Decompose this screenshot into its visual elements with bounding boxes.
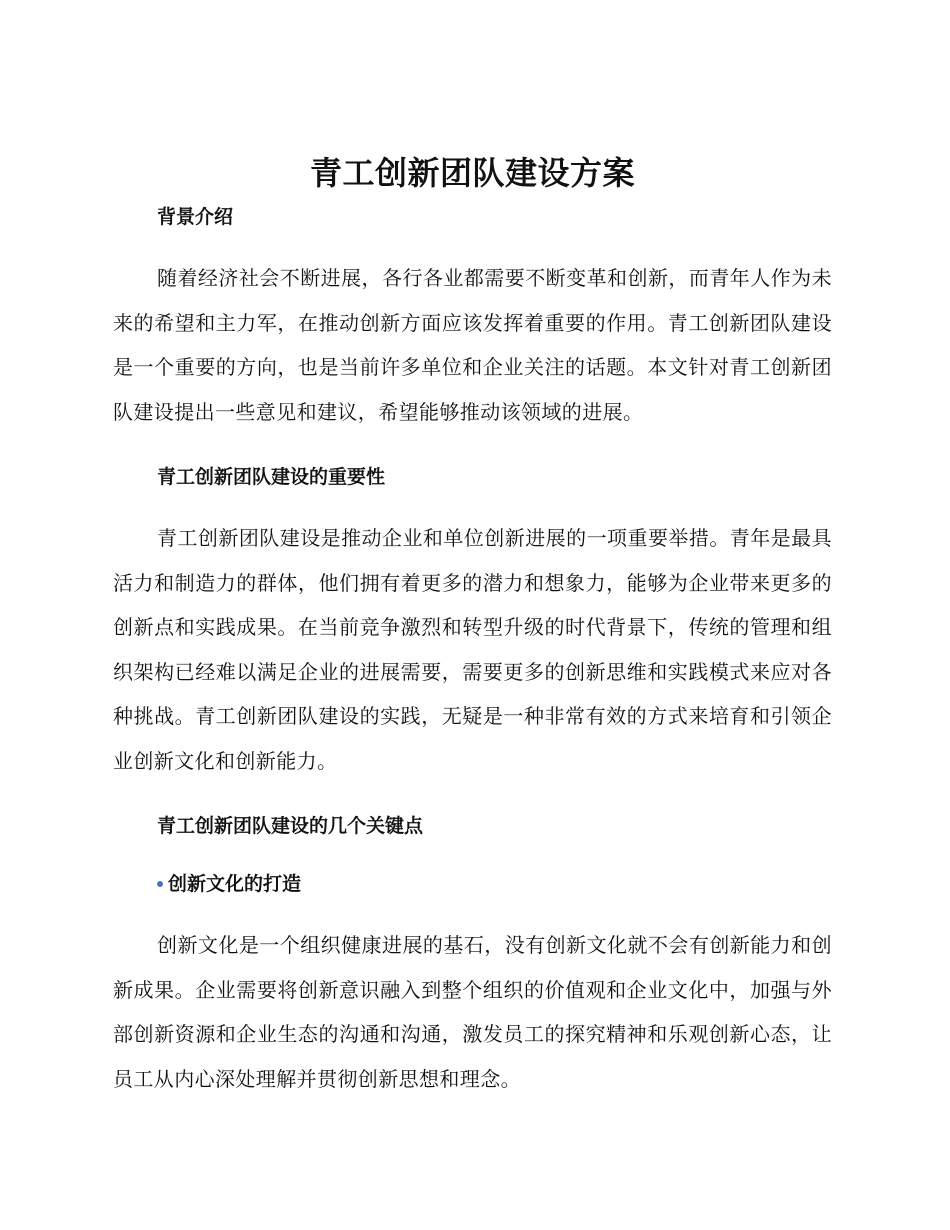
document-title: 青工创新团队建设方案 [309, 154, 635, 192]
bullet-heading-label: 创新文化的打造 [168, 873, 302, 895]
bullet-heading-innovation-culture [113, 869, 832, 899]
bullet-dot-icon [157, 881, 163, 887]
section-heading-background: 背景介绍 [157, 206, 234, 228]
section-paragraph-importance: 青工创新团队建设是推动企业和单位创新进展的一项重要举措。青年是最具活力和制造力的群体，他们拥有着更多的潜力和想象力，能够为企业带来更多的创新点和实践成果。在当前竞争激烈和转型升级的时代背景下，传统的管理和组织架构已经难以满足企业的进展需要，需要更多的创新思维和实践模式来应对各种挑战。青工创新团队建设的实践，无疑是一种非常有效的方式来培育和引领企业创新文化和创新能力。 [113, 526, 832, 773]
section-heading-importance: 青工创新团队建设的重要性 [157, 466, 386, 488]
section-heading-key-points: 青工创新团队建设的几个关键点 [157, 815, 424, 837]
section-paragraph-background: 随着经济社会不断进展，各行各业都需要不断变革和创新，而青年人作为未来的希望和主力军，在推动创新方面应该发挥着重要的作用。青工创新团队建设是一个重要的方向，也是当前许多单位和企业关注的话题。本文针对青工创新团队建设提出一些意见和建议，希望能够推动该领域的进展。 [113, 266, 832, 424]
bullet-paragraph-innovation-culture: 创新文化是一个组织健康进展的基石，没有创新文化就不会有创新能力和创新成果。企业需要将创新意识融入到整个组织的价值观和企业文化中，加强与外部创新资源和企业生态的沟通和沟通，激发员工的探究精神和乐观创新心态，让员工从内心深处理解并贯彻创新思想和理念。 [113, 933, 832, 1091]
